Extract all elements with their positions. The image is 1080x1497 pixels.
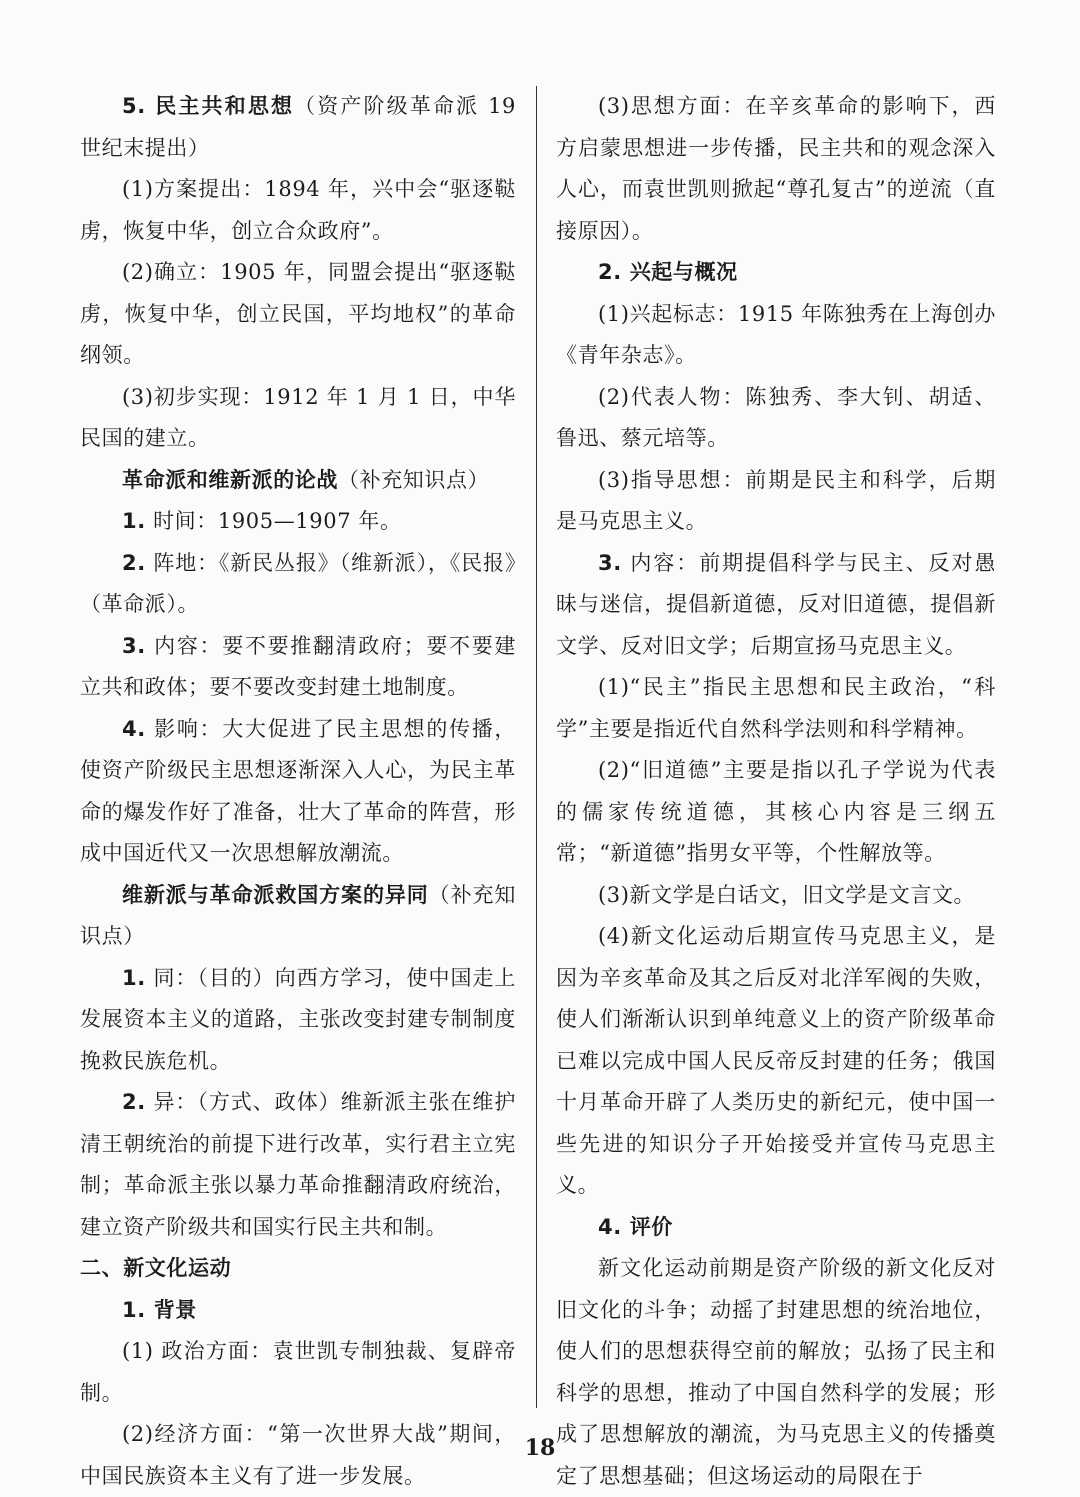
subheading-rise: 2. 兴起与概况 xyxy=(598,260,738,284)
paragraph-comparison: 维新派与革命派救国方案的异同（补充知识点） xyxy=(80,882,516,948)
paragraph: (1)兴起标志：1915 年陈独秀在上海创办《青年杂志》。 xyxy=(556,301,996,367)
paragraph: 2. 阵地：《新民丛报》（维新派），《民报》（革命派）。 xyxy=(80,550,516,616)
paragraph: (1) 政治方面：袁世凯专制独裁、复辟帝制。 xyxy=(80,1339,516,1405)
paragraph: (2)经济方面：“第一次世界大战”期间，中国民族资本主义有了进一步发展。 xyxy=(80,1422,516,1488)
paragraph: (1)“民主”指民主思想和民主政治，“科学”主要是指近代自然科学法则和科学精神。 xyxy=(556,675,996,741)
paragraph: (2)“旧道德”主要是指以孔子学说为代表的儒家传统道德，其核心内容是三纲五常；“新道德”指男女平等，个性解放等。 xyxy=(556,758,996,865)
paragraph: (3)初步实现：1912 年 1 月 1 日，中华民国的建立。 xyxy=(80,384,516,450)
paragraph: (2)确立：1905 年，同盟会提出“驱逐鞑虏，恢复中华，创立民国，平均地权”的革命纲领。 xyxy=(80,260,516,367)
page-number: 18 xyxy=(524,1435,556,1461)
paragraph: 4. 影响：大大促进了民主思想的传播，使资产阶级民主思想逐渐深入人心，为民主革命的爆发作好了准备，壮大了革命的阵营，形成中国近代又一次思想解放潮流。 xyxy=(80,716,516,865)
left-column xyxy=(80,86,516,1497)
paragraph: (3)思想方面：在辛亥革命的影响下，西方启蒙思想进一步传播，民主共和的观念深入人心，而袁世凯则掀起“尊孔复古”的逆流（直接原因）。 xyxy=(556,94,996,243)
paragraph: 1. 同：（目的）向西方学习，使中国走上发展资本主义的道路，主张改变封建专制制度挽救民族危机。 xyxy=(80,965,516,1073)
subheading-evaluation: 4. 评价 xyxy=(598,1214,673,1239)
paragraph: 3. 内容：要不要推翻清政府；要不要建立共和政体；要不要改变封建土地制度。 xyxy=(80,633,516,699)
paragraph: (3)指导思想：前期是民主和科学，后期是马克思主义。 xyxy=(556,467,996,533)
right-column xyxy=(556,86,996,1497)
paragraph-content: 3. 内容：前期提倡科学与民主、反对愚昧与迷信，提倡新道德，反对旧道德，提倡新文学、反对旧文学；后期宣扬马克思主义。 xyxy=(556,550,996,658)
paragraph: 2. 异：（方式、政体）维新派主张在维护清王朝统治的前提下进行改革，实行君主立宪制；革命派主张以暴力革命推翻清政府统治，建立资产阶级共和国实行民主共和制。 xyxy=(80,1090,516,1239)
paragraph-democratic-republic: 5. 民主共和思想（资产阶级革命派 19 世纪末提出） xyxy=(80,94,516,160)
paragraph: 1. 时间：1905—1907 年。 xyxy=(122,509,402,533)
heading-debate: 革命派和维新派的论战 xyxy=(122,467,338,492)
paragraph-debate: 革命派和维新派的论战（补充知识点） xyxy=(122,467,490,492)
subheading-background: 1. 背景 xyxy=(122,1297,197,1322)
paragraph: (3)新文学是白话文，旧文学是文言文。 xyxy=(598,882,976,907)
paragraph: (2)代表人物：陈独秀、李大钊、胡适、鲁迅、蔡元培等。 xyxy=(556,384,996,450)
paragraph: 新文化运动前期是资产阶级的新文化反对旧文化的斗争；动摇了封建思想的统治地位，使人们的思想获得空前的解放；弘扬了民主和科学的思想，推动了中国自然科学的发展；形成了思想解放的潮流，为马克思主义的传播奠定了思想基础；但这场运动的局限在于 xyxy=(556,1256,996,1488)
paragraph: (4)新文化运动后期宣传马克思主义，是因为辛亥革命及其之后反对北洋军阀的失败，使人们渐渐认识到单纯意义上的资产阶级革命已难以完成中国人民反帝反封建的任务；俄国十月革命开辟了人类历史的新纪元，使中国一些先进的知识分子开始接受并宣传马克思主义。 xyxy=(556,924,996,1197)
heading-democratic-republic: 5. 民主共和思想 xyxy=(122,94,295,118)
paragraph: (1)方案提出：1894 年，兴中会“驱逐鞑虏，恢复中华，创立合众政府”。 xyxy=(80,177,516,243)
section-title: 二、新文化运动 xyxy=(80,1256,232,1280)
column-divider xyxy=(536,86,537,1408)
heading-comparison: 维新派与革命派救国方案的异同 xyxy=(122,882,429,907)
